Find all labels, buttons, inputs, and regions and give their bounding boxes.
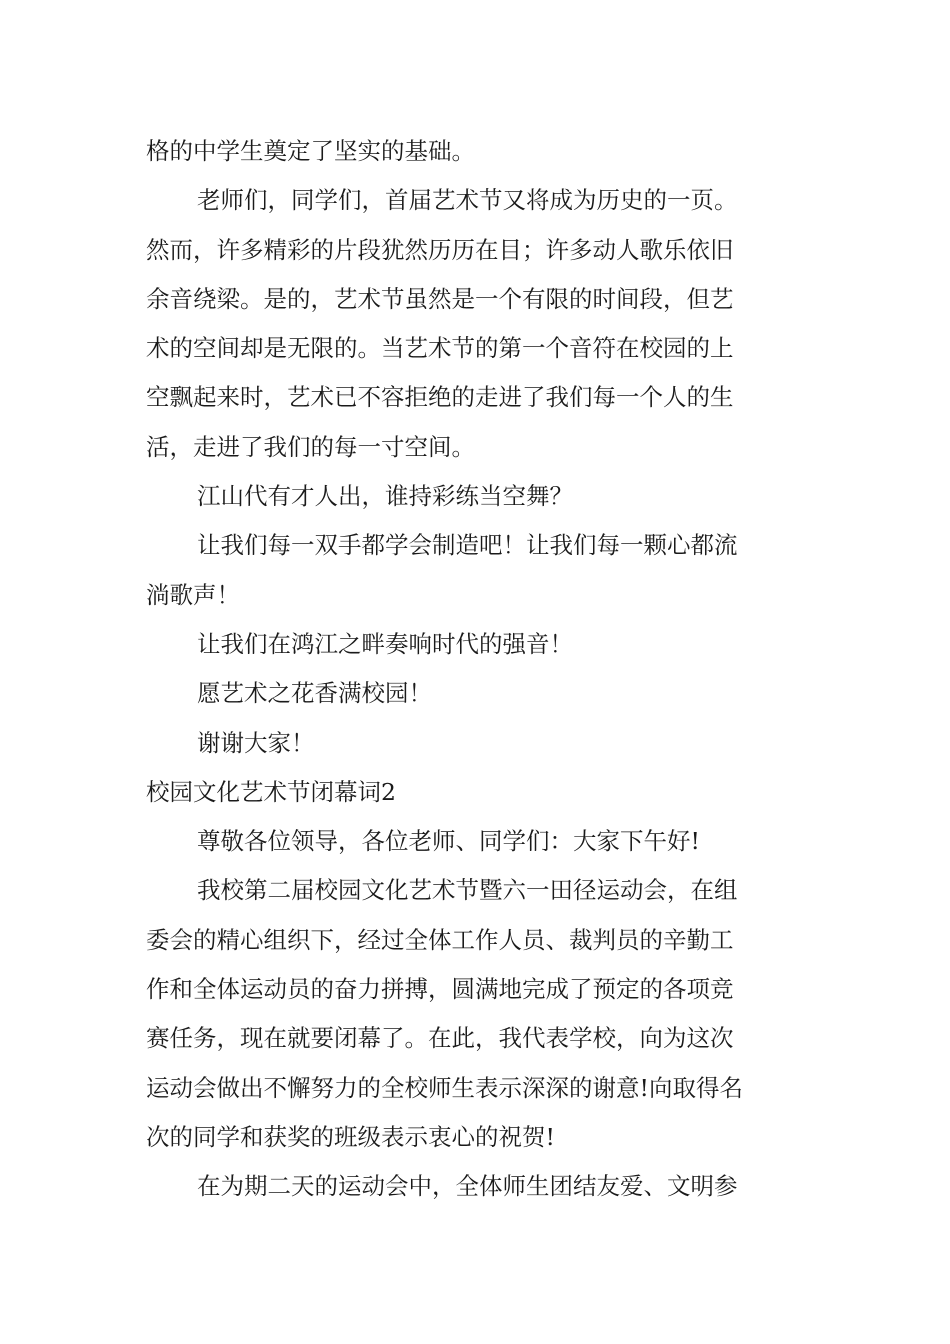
text-line: 活，走进了我们的每一寸空间。: [146, 432, 475, 461]
salutation-line: 尊敬各位领导，各位老师、同学们：大家下午好!: [197, 827, 700, 856]
text-line: 空飘起来时，艺术已不容拒绝的走进了我们每一个人的生: [146, 383, 734, 412]
paragraph-start-line: 江山代有才人出，谁持彩练当空舞？: [197, 482, 573, 511]
paragraph-start-line: 愿艺术之花香满校园！: [197, 679, 432, 708]
section-heading: 校园文化艺术节闭幕词2: [146, 777, 396, 806]
text-line: 次的同学和获奖的班级表示衷心的祝贺!: [146, 1122, 555, 1151]
text-line: 然而，许多精彩的片段犹然历历在目；许多动人歌乐依旧: [146, 235, 734, 264]
text-line: 淌歌声！: [146, 580, 240, 609]
paragraph-start-line: 让我们在鸿江之畔奏响时代的强音！: [197, 629, 573, 658]
text-line: 格的中学生奠定了坚实的基础。: [146, 137, 475, 165]
paragraph-start-line: 老师们，同学们，首届艺术节又将成为历史的一页。: [197, 186, 738, 215]
paragraph-start-line: 让我们每一双手都学会制造吧！让我们每一颗心都流: [197, 531, 738, 560]
text-line: 委会的精心组织下，经过全体工作人员、裁判员的辛勤工: [146, 925, 734, 954]
text-line: 运动会做出不懈努力的全校师生表示深深的谢意!向取得名: [146, 1073, 743, 1102]
paragraph-start-line: 在为期二天的运动会中，全体师生团结友爱、文明参: [197, 1172, 738, 1201]
text-line: 余音绕梁。是的，艺术节虽然是一个有限的时间段，但艺: [146, 284, 734, 313]
document-page: [146, 127, 806, 1212]
paragraph-start-line: 谢谢大家！: [197, 728, 315, 757]
paragraph-start-line: 我校第二届校园文化艺术节暨六一田径运动会，在组: [197, 876, 738, 905]
text-line: 术的空间却是无限的。当艺术节的第一个音符在校园的上: [146, 334, 734, 363]
text-line: 赛任务，现在就要闭幕了。在此，我代表学校，向为这次: [146, 1024, 734, 1053]
text-line: 作和全体运动员的奋力拼搏，圆满地完成了预定的各项竞: [146, 975, 734, 1004]
